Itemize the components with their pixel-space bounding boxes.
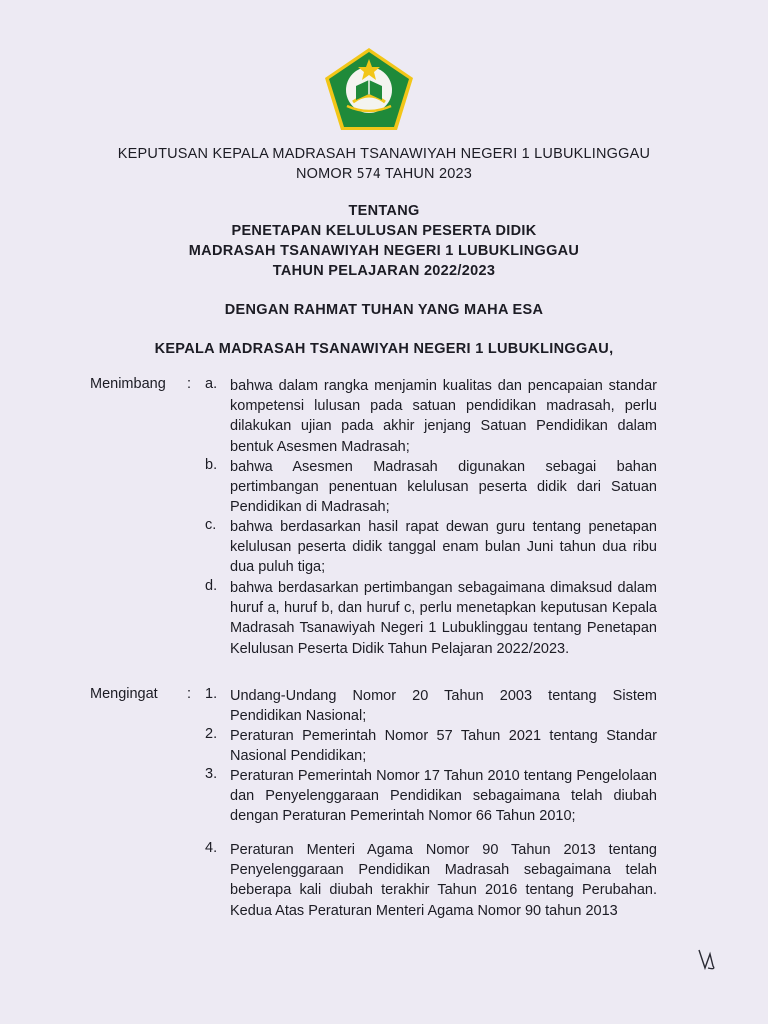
subject-line-1: PENETAPAN KELULUSAN PESERTA DIDIK [231,223,537,239]
paraf-signature-icon [696,946,718,972]
item-marker: c. [205,517,217,533]
item-marker: a. [205,376,218,392]
item-text: bahwa dalam rangka menjamin kualitas dan pencapaian standar kompetensi lulusan pada satuan pendidikan madrasah, perlu dilakukan ujian pada akhir jenjang Satuan Pendidikan dalam bentuk Asesmen Madrasah; [230,378,657,455]
mengingat-label: Mengingat [90,686,158,702]
rahmat-line: DENGAN RAHMAT TUHAN YANG MAHA ESA [224,302,544,318]
decree-number-line [0,166,768,182]
decree-heading: KEPUTUSAN KEPALA MADRASAH TSANAWIYAH NEGERI 1 LUBUKLINGGAU [117,146,651,162]
item-marker: 2. [205,726,218,742]
nomor-suffix: TAHUN 2023 [384,166,473,182]
kemenag-logo-icon [323,46,415,132]
mengingat-colon: : [187,686,192,702]
item-marker: 4. [205,840,218,856]
item-text: bahwa berdasarkan pertimbangan sebagaimana dimaksud dalam huruf a, huruf b, dan huruf c, perlu menetapkan keputusan Kepala Madrasah Tsanawiyah Negeri 1 Lubuklinggau tentang Penetapan Kelulusan Peserta Didik Tahun Pelajaran 2022/2023. [230,580,657,657]
subject-line-2: MADRASAH TSANAWIYAH NEGERI 1 LUBUKLINGGAU [188,243,580,259]
item-text: Peraturan Pemerintah Nomor 17 Tahun 2010 tentang Pengelolaan dan Penyelenggaraan Pendidikan sebagaimana telah diubah dengan Peraturan Pemerintah Nomor 66 Tahun 2010; [230,768,657,825]
item-marker: d. [205,578,218,594]
item-text: Undang-Undang Nomor 20 Tahun 2003 tentang Sistem Pendidikan Nasional; [230,688,657,725]
item-marker: 3. [205,766,218,782]
item-text: Peraturan Menteri Agama Nomor 90 Tahun 2013 tentang Penyelenggaraan Pendidikan Madrasah sebagaimana telah beberapa kali diubah terakhir Tahun 2016 tentang Perubahan. Kedua Atas Peraturan Menteri Agama Nomor 90 tahun 2013 [230,842,657,919]
menimbang-label: Menimbang [90,376,166,392]
subject-line-3: TAHUN PELAJARAN 2022/2023 [272,263,496,279]
tentang-label: TENTANG [348,203,420,219]
menimbang-colon: : [187,376,192,392]
item-text: Peraturan Pemerintah Nomor 57 Tahun 2021 tentang Standar Nasional Pendidikan; [230,728,657,765]
item-text: bahwa berdasarkan hasil rapat dewan guru tentang penetapan kelulusan peserta didik tanggal enam bulan Juni tahun dua ribu dua puluh tiga; [230,519,657,576]
item-marker: 1. [205,686,218,702]
nomor-prefix: NOMOR [295,166,353,182]
item-text: bahwa Asesmen Madrasah digunakan sebagai bahan pertimbangan penentuan kelulusan peserta didik dari Satuan Pendidikan di Madrasah; [230,459,657,516]
item-marker: b. [205,457,218,473]
nomor-number: 574 [356,167,381,182]
kepala-line: KEPALA MADRASAH TSANAWIYAH NEGERI 1 LUBUKLINGGAU, [154,341,614,357]
